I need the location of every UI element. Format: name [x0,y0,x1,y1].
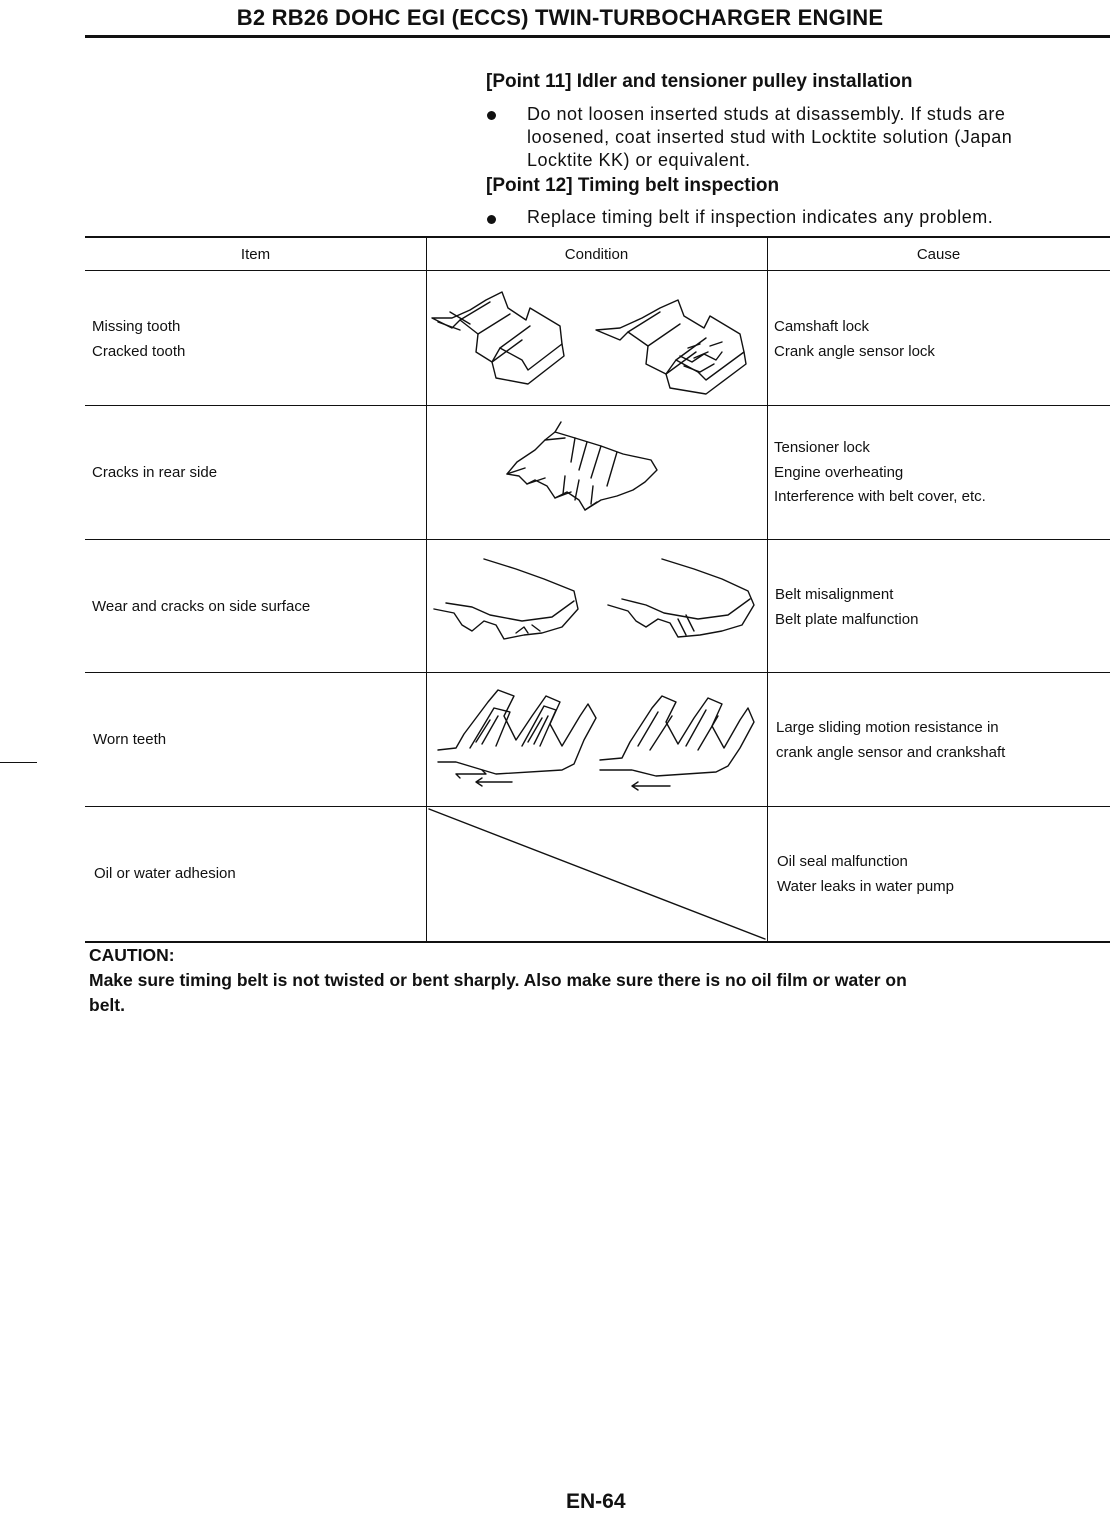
margin-mark [0,762,37,763]
cause-line: Engine overheating [774,463,904,481]
cause-line: Oil seal malfunction [777,853,908,870]
row-divider [85,405,1110,406]
cause-line: Large sliding motion resistance in [776,719,999,736]
item-line: Worn teeth [93,731,167,748]
row-divider [85,539,1110,540]
side-wear-illustration [432,555,762,660]
point-11-line-1: Do not loosen inserted studs at disassembly. If studs are [527,104,1006,124]
bullet-icon [487,111,496,120]
row-3-cause [775,583,918,632]
table-bottom-rule [85,941,1110,943]
missing-tooth-illustration [430,282,765,400]
caution-text-line-2: belt. [89,995,125,1015]
table-top-rule [85,236,1110,238]
caution-label: CAUTION: [89,945,175,965]
point-12-heading: [Point 12] Timing belt inspection [486,175,780,196]
column-header-condition: Condition [564,246,629,263]
page-title: B2 RB26 DOHC EGI (ECCS) TWIN-TURBOCHARGER ENGINE [236,5,884,30]
item-line: Wear and cracks on side surface [92,598,311,615]
bullet-icon [487,215,496,224]
point-12-line: Replace timing belt if inspection indicates any problem. [527,207,994,227]
point-11-line-2: loosened, coat inserted stud with Locktite solution (Japan [527,127,1013,147]
row-4-cause [776,716,1005,765]
cause-line: crank angle sensor and crankshaft [776,743,1006,761]
header-rule [85,35,1110,38]
not-applicable-slash [427,807,767,941]
table-header-rule [85,270,1110,271]
worn-teeth-illustration [436,686,756,796]
cause-line: Interference with belt cover, etc. [774,488,986,505]
row-1-cause [774,315,935,364]
column-header-cause: Cause [916,246,961,263]
row-5-item [94,862,236,887]
cause-line: Belt misalignment [775,586,894,603]
cause-line: Crank angle sensor lock [774,342,935,360]
page-number: EN-64 [566,1490,626,1513]
item-line: Cracked tooth [92,342,186,360]
row-divider [85,672,1110,673]
point-11-heading: [Point 11] Idler and tensioner pulley installation [486,71,913,92]
caution-text-line-1: Make sure timing belt is not twisted or bent sharply. Also make sure there is no oil film or water on [89,970,907,990]
cause-line: Belt plate malfunction [775,610,919,628]
row-3-item [92,595,310,620]
column-header-item: Item [240,246,271,263]
rear-crack-illustration [505,420,665,520]
item-line: Oil or water adhesion [94,865,236,882]
row-2-item [92,461,217,486]
cause-line: Tensioner lock [774,439,870,456]
row-4-item [93,728,166,753]
point-11-line-3: Locktite KK) or equivalent. [527,150,751,170]
column-divider [767,237,768,942]
row-5-cause [777,850,954,899]
cause-line: Water leaks in water pump [777,877,955,895]
row-1-item [92,315,185,364]
item-line: Cracks in rear side [92,464,218,481]
row-2-cause [774,436,986,510]
cause-line: Camshaft lock [774,318,870,335]
item-line: Missing tooth [92,318,181,335]
